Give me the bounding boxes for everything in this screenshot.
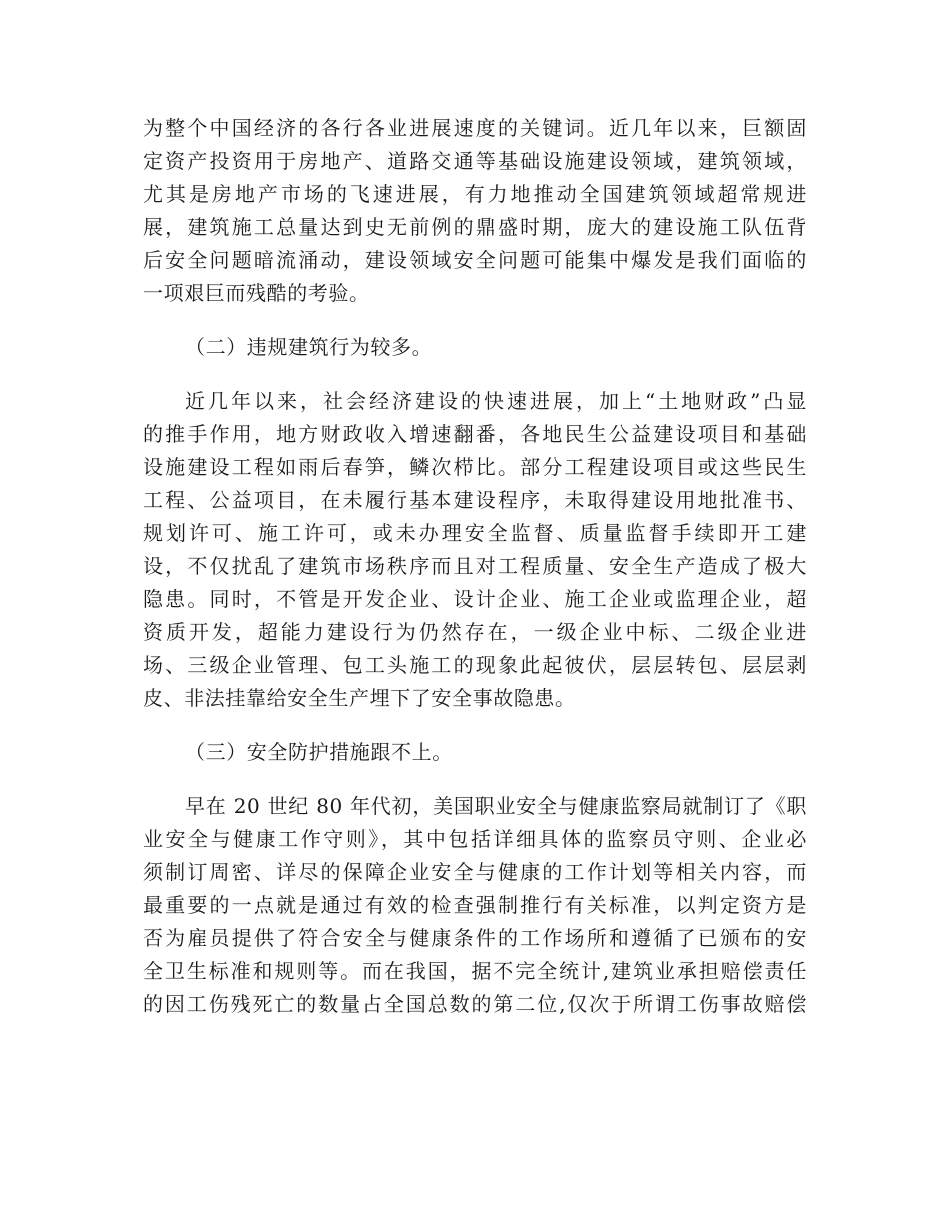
paragraph-line: 一项艰巨而残酷的考验。 (143, 281, 370, 305)
paragraph-line: 规划许可、施工许可，或未办理安全监督、质量监督手续即开工建 (143, 521, 807, 545)
paragraph-line: 近几年以来，社会经济建设的快速进展，加上“土地财政”凸显 (185, 389, 807, 413)
paragraph-line: 早在 20 世纪 80 年代初，美国职业安全与健康监察局就制订了《职 (185, 794, 807, 818)
paragraph-line: 全卫生标准和规则等。而在我国，据不完全统计,建筑业承担赔偿责任 (143, 959, 807, 983)
paragraph-line: 的推手作用，地方财政收入增速翻番，各地民生公益建设项目和基础 (143, 422, 807, 446)
paragraph-line: 展，建筑施工总量达到史无前例的鼎盛时期，庞大的建设施工队伍背 (143, 215, 807, 239)
paragraph-2 (143, 385, 807, 715)
paragraph-1 (143, 112, 807, 310)
paragraph-gap (143, 310, 807, 331)
paragraph-gap (143, 769, 807, 790)
paragraph-line: 工程、公益项目，在未履行基本建设程序，未取得建设用地批准书、 (143, 488, 807, 512)
paragraph-line: 尤其是房地产市场的飞速进展，有力地推动全国建筑领域超常规进 (143, 182, 807, 206)
paragraph-line: 为整个中国经济的各行各业进展速度的关键词。近几年以来，巨额固 (143, 116, 807, 140)
paragraph-line: 定资产投资用于房地产、道路交通等基础设施建设领域，建筑领域， (143, 149, 807, 173)
section-heading-2: （二）违规建筑行为较多。 (185, 335, 433, 359)
paragraph-line: 否为雇员提供了符合安全与健康条件的工作场所和遵循了已颁布的安 (143, 926, 807, 950)
paragraph-gap (143, 715, 807, 736)
paragraph-line: 设，不仅扰乱了建筑市场秩序而且对工程质量、安全生产造成了极大 (143, 554, 807, 578)
paragraph-line: 业安全与健康工作守则》，其中包括详细具体的监察员守则、企业必 (143, 827, 807, 851)
paragraph-gap (143, 364, 807, 385)
paragraph-line: 最重要的一点就是通过有效的检查强制推行有关标准，以判定资方是 (143, 893, 807, 917)
paragraph-line: 场、三级企业管理、包工头施工的现象此起彼伏，层层转包、层层剥 (143, 653, 807, 677)
paragraph-line: 的因工伤残死亡的数量占全国总数的第二位,仅次于所谓工伤事故赔偿 (143, 992, 807, 1016)
paragraph-line: 须制订周密、详尽的保障企业安全与健康的工作计划等相关内容，而 (143, 860, 807, 884)
paragraph-line: 后安全问题暗流涌动，建设领域安全问题可能集中爆发是我们面临的 (143, 248, 807, 272)
paragraph-line: 隐患。同时，不管是开发企业、设计企业、施工企业或监理企业，超 (143, 587, 807, 611)
paragraph-line: 资质开发，超能力建设行为仍然存在，一级企业中标、二级企业进 (143, 620, 807, 644)
document-body (143, 112, 807, 1021)
section-heading-3: （三）安全防护措施跟不上。 (185, 740, 453, 764)
paragraph-line: 皮、非法挂靠给安全生产埋下了安全事故隐患。 (143, 686, 576, 710)
paragraph-3 (143, 790, 807, 1021)
paragraph-line: 设施建设工程如雨后春笋，鳞次栉比。部分工程建设项目或这些民生 (143, 455, 807, 479)
